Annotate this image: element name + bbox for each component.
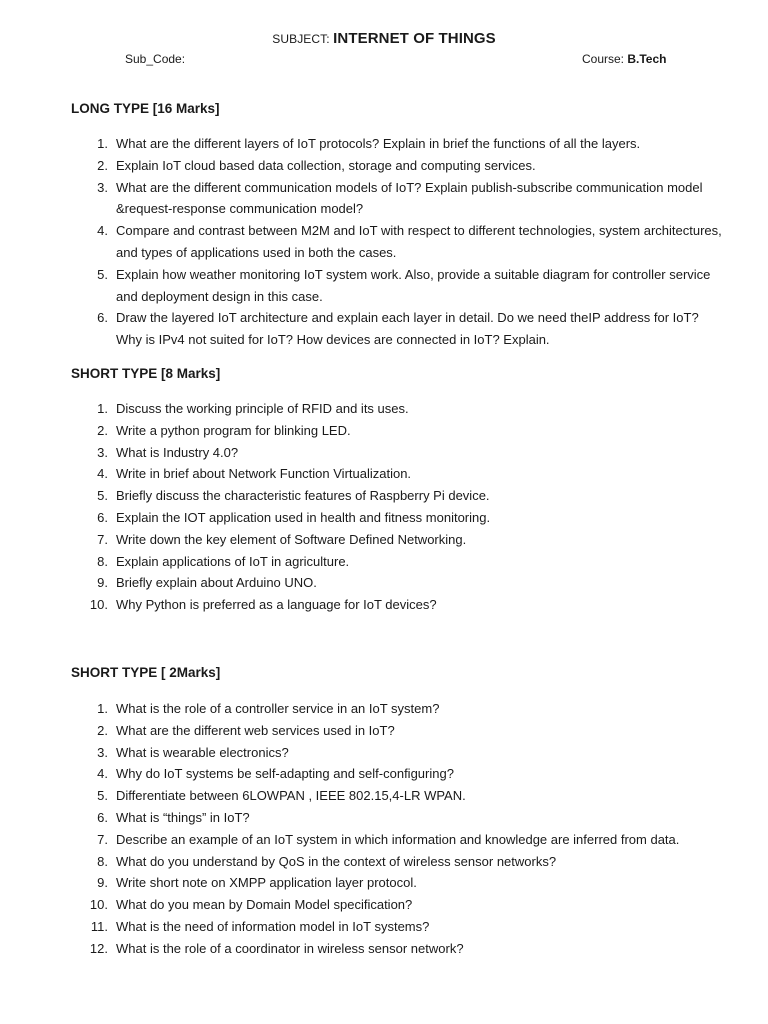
question-text: Briefly discuss the characteristic features of Raspberry Pi device. <box>116 488 490 504</box>
page-title <box>0 30 768 47</box>
question-item <box>0 698 768 720</box>
question-item <box>0 807 768 829</box>
question-item <box>0 851 768 873</box>
question-text: Differentiate between 6LOWPAN , IEEE 802.15,4-LR WPAN. <box>116 788 466 804</box>
question-text: Briefly explain about Arduino UNO. <box>116 575 317 591</box>
question-number: 3. <box>97 444 108 460</box>
question-item <box>0 829 768 851</box>
sub-code-label: Sub_Code: <box>125 52 186 66</box>
question-number: 5. <box>97 266 108 282</box>
question-item <box>0 133 768 155</box>
question-text: Explain the IOT application used in health and fitness monitoring. <box>116 509 491 525</box>
question-item <box>0 485 768 507</box>
question-text: Discuss the working principle of RFID and its uses. <box>116 401 409 416</box>
subject-label: SUBJECT: <box>272 32 334 46</box>
question-text: Describe an example of an IoT system in which information and knowledge are inferred from data. <box>116 831 680 847</box>
question-item <box>0 938 768 960</box>
question-item <box>0 307 768 351</box>
question-number: 9. <box>97 875 108 891</box>
question-number: 2. <box>97 157 108 173</box>
question-text: What are the different layers of IoT protocols? Explain in brief the functions of all the layers. <box>116 136 641 151</box>
course-value: B.Tech <box>627 52 667 66</box>
question-item <box>0 916 768 938</box>
question-number: 10. <box>89 897 108 913</box>
question-item <box>0 420 768 442</box>
question-item <box>0 442 768 464</box>
question-item <box>0 264 768 308</box>
question-text: Explain applications of IoT in agriculture. <box>116 553 350 569</box>
question-text: What is the role of a controller service in an IoT system? <box>116 701 440 716</box>
question-number: 7. <box>97 831 108 847</box>
question-item <box>0 529 768 551</box>
question-number: 4. <box>97 466 108 482</box>
question-text: Explain how weather monitoring IoT system work. Also, provide a suitable diagram for controller service and deployment design in this case. <box>116 266 711 304</box>
question-text: Write in brief about Network Function Virtualization. <box>116 466 412 482</box>
question-item <box>0 507 768 529</box>
question-item <box>0 872 768 894</box>
question-item <box>0 551 768 573</box>
question-text: What do you mean by Domain Model specification? <box>116 897 413 913</box>
question-text: Draw the layered IoT architecture and explain each layer in detail. Do we need theIP address for IoT? Why is IPv4 not suited for IoT? How devices are connected in IoT? Explain. <box>116 310 699 348</box>
question-text: Explain IoT cloud based data collection, storage and computing services. <box>116 157 536 173</box>
question-text: Why do IoT systems be self-adapting and self-configuring? <box>116 766 454 782</box>
question-item <box>0 177 768 221</box>
long-type-heading: LONG TYPE [16 Marks] <box>71 101 220 116</box>
question-text: What are the different web services used in IoT? <box>116 722 395 738</box>
question-text: What do you understand by QoS in the context of wireless sensor networks? <box>116 853 557 869</box>
question-number: 8. <box>97 853 108 869</box>
question-number: 5. <box>97 788 108 804</box>
question-text: What is wearable electronics? <box>116 744 289 760</box>
question-number: 10. <box>89 597 108 613</box>
question-item <box>0 742 768 764</box>
question-number: 6. <box>97 509 108 525</box>
question-number: 4. <box>97 766 108 782</box>
question-text: Write down the key element of Software Defined Networking. <box>116 531 467 547</box>
question-number: 9. <box>97 575 108 591</box>
question-number: 3. <box>97 744 108 760</box>
question-number: 3. <box>97 179 108 195</box>
question-number: 8. <box>97 553 108 569</box>
question-number: 12. <box>89 940 108 956</box>
question-number: 6. <box>97 809 108 825</box>
subject-value: INTERNET OF THINGS <box>333 30 496 47</box>
question-number: 6. <box>97 310 108 326</box>
question-item <box>0 894 768 916</box>
question-number: 5. <box>97 488 108 504</box>
question-number: 1. <box>97 136 108 151</box>
question-text: What is the role of a coordinator in wireless sensor network? <box>116 940 464 956</box>
question-item <box>0 398 768 420</box>
question-text: What is “things” in IoT? <box>116 809 250 825</box>
question-item <box>0 785 768 807</box>
question-number: 11. <box>90 918 108 934</box>
course-info <box>582 52 666 66</box>
question-text: Compare and contrast between M2M and IoT with respect to different technologies, system architectures, and types of applications used in both the cases. <box>116 223 722 260</box>
long-type-question-list <box>0 133 768 351</box>
short-type-8-question-list <box>0 398 768 616</box>
question-item <box>0 220 768 264</box>
question-item <box>0 155 768 177</box>
short-type-2-question-list <box>0 698 768 960</box>
question-item <box>0 594 768 616</box>
question-item <box>0 763 768 785</box>
question-item <box>0 463 768 485</box>
short-type-2-heading: SHORT TYPE [ 2Marks] <box>71 665 221 680</box>
course-label: Course: <box>582 52 628 66</box>
question-number: 4. <box>97 223 108 239</box>
question-number: 2. <box>97 722 108 738</box>
question-text: What is Industry 4.0? <box>116 444 239 460</box>
question-number: 1. <box>97 701 108 716</box>
question-number: 7. <box>97 531 108 547</box>
question-text: Why Python is preferred as a language for IoT devices? <box>116 597 437 613</box>
short-type-8-heading: SHORT TYPE [8 Marks] <box>71 366 221 381</box>
question-item <box>0 572 768 594</box>
question-text: Write short note on XMPP application layer protocol. <box>116 875 417 891</box>
question-text: Write a python program for blinking LED. <box>116 422 351 438</box>
question-item <box>0 720 768 742</box>
question-number: 2. <box>97 422 108 438</box>
question-number: 1. <box>97 401 108 416</box>
question-text: What is the need of information model in IoT systems? <box>116 918 430 934</box>
question-text: What are the different communication models of IoT? Explain publish-subscribe communication model &request-response communication model? <box>116 179 703 217</box>
